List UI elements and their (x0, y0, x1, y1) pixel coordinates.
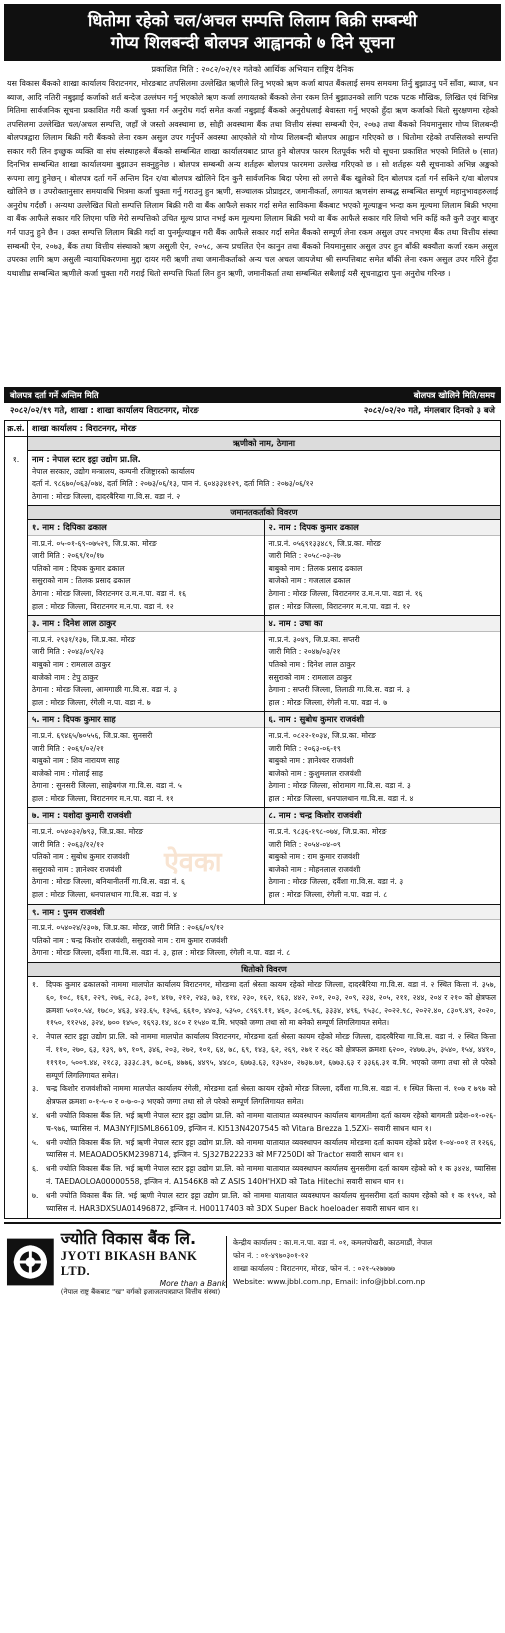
collateral-text: धनी ज्योति विकास बैंक लि. भई ऋणी नेपाल स्टार इट्टा उद्योग प्रा.लि. को नाममा यातायात व्यवस्थापन कार्यालय मोरङमा दर्ता कायम रहेको प्रदेश १-०४-००१ त १२६६, च्यासिस नं. MEAOADO5KM2398714, इन्जिन नं. SJ327B22233 को MF7250DI को Tractor सवारी साधन थान १। (46, 1137, 496, 1160)
guarantor-line: ना.प्र.नं. ३०४९, जि.प्र.का. सप्तरी (268, 634, 360, 644)
guarantor-line: जारी मिति : २०६३/१२/१२ (32, 839, 104, 849)
website-email: Website: www.jbbl.com.np, Email: info@jbbl.com.np (233, 1277, 426, 1287)
collateral-text: धनी ज्योति विकास बैंक लि. भई ऋणी नेपाल स्टार इट्टा उद्योग प्रा.लि. को नाममा यातायात व्यवस्थापन कार्यालय सुनसरीमा दर्ता कायम रहेको को १ क १९५१, को च्यासिस नं. HAR3DXSUA01496872, इन्जिन नं. H00117403 को 3DX Super Back hoeloader सवारी साधन थान १। (46, 1190, 496, 1213)
collateral-text: दिपक कुमार ढकालको नाममा मालपोत कार्यालय विराटनगर, मोरङमा दर्ता श्रेस्ता कायम रहेको मोरङ जिल्ला, दादरबैरिया गा.वि.स. वडा नं. २ स्थित कित्ता नं. ३५७, ६०, १०८, १६१, २२९, २७६, २८३, ३०१, ४१७, २१२, २४३, ७३, ११४, २३०, १६२, १६३, ४४२, २०१, २०३, २०९, २३४, २०५, २११, २४४, २०४ र २१० को क्षेत्रफल क्रमशः ५०१०.५४, १७८०, ४६३, ४२३.६५, १३५६, ६६१०, ४४०३, ५३५०, ८९६९.११, ४६०, ३८०६.९६, ३३३४, ४९६, ९५३८, २०२२.९८, २०२२.४०, ८३०९.४९, २०२०, ११५०, ११२५४, ३२४, ७०० १४५०, १६९३.१४, ४८० र १५४० व.मि. भएको जग्गा तथा सो मा बनेको सम्पूर्ण लिगलिगायत समेत। (46, 980, 496, 1028)
guarantor-name: ५. नाम : दिपक कुमार साह (28, 712, 264, 728)
collateral-number: ३. (32, 1084, 39, 1094)
guarantor-line: ठेगाना : मोरङ जिल्ला, दर्वैशा गा.वि.स. वडा नं. ३, हाल : मोरङ जिल्ला, रंगेली न.पा. वडा नं. ८ (32, 948, 291, 958)
guarantor-line: हाल : मोरङ जिल्ला, धनपालथान गा.वि.स. वडा नं. ४ (32, 890, 178, 900)
bank-tagline: More than a Bank (159, 1279, 226, 1289)
guarantor-line: ससुराको नाम : ज्ञानेश्वर राजवंशी (32, 864, 122, 874)
guarantor-card (28, 520, 264, 615)
guarantor-line: हाल : मोरङ जिल्ला, धनपालथान गा.वि.स. वडा नं. ४ (268, 793, 414, 803)
guarantor-line: ना.प्र.नं. ६९४६५/७०५५६, जि.प्र.का. सुनसरी (32, 730, 153, 740)
guarantor-line: ठेगाना : मोरङ जिल्ला, बनियानीतर्नी गा.वि.स. वडा नं. ६ (32, 877, 185, 887)
collateral-item (32, 1137, 496, 1163)
borrower-details (28, 451, 500, 506)
guarantor-row (28, 616, 500, 712)
guarantor-line: हाल : मोरङ जिल्ला, विराटनगर म.न.पा. वडा नं. १२ (32, 601, 174, 611)
guarantor-line: ठेगाना : मोरङ जिल्ला, विराटनगर उ.म.न.पा. वडा नं. १६ (268, 588, 423, 598)
borrower-line: ठेगाना : मोरङ जिल्ला, दादरबैरिया गा.वि.स. वडा नं. २ (32, 491, 181, 501)
sn-header: क्र.सं. (5, 421, 27, 437)
serial-column (5, 421, 28, 1218)
guarantor-line: जारी मिति : २०६९/१०/१७ (32, 551, 104, 561)
guarantor-line: ठेगाना : मोरङ जिल्ला, सोरामाग गा.वि.स. वडा नं. ३ (268, 781, 411, 791)
guarantor-line: ना.प्र.नं. ०५६९१३३४८९, जि.प्र.का. मोरङ (268, 538, 382, 548)
guarantor-card-wide (28, 905, 500, 963)
guarantor-line: ठेगाना : सप्तरी जिल्ला, तिलाठी गा.वि.स. वडा नं. ३ (268, 685, 411, 695)
guarantor-line: बाबुको नाम : तिलक प्रसाद ढकाल (268, 563, 363, 573)
guarantor-name: १. नाम : दिपिका ढकाल (28, 520, 264, 536)
notice-page (4, 4, 501, 1300)
guarantor-line: ना.प्र.नं. ०५-०१-६९-०७५२९, जि.प्र.का. मोरङ (32, 538, 157, 548)
head-office-address: केन्द्रीय कार्यालय : का.म.न.पा. वडा नं. ०१, कमलपोखरी, काठमाडौं, नेपाल (233, 1238, 433, 1248)
guarantor-line: जारी मिति : २०४७/०३/२१ (268, 647, 341, 657)
guarantor-line: ठेगाना : मोरङ जिल्ला, दर्वैशा गा.वि.स. वडा नं. ३ (268, 877, 404, 887)
guarantor-line: जारी मिति : २०५८-०३-२७ (268, 551, 341, 561)
guarantor-line: बाजेको नाम : गजलाल ढकाल (268, 576, 351, 586)
collateral-item (32, 1190, 496, 1216)
guarantor-line: हाल : मोरङ जिल्ला, रंगेली न.पा. वडा नं. ७ (268, 697, 388, 707)
guarantor-name: ९. नाम : पुनम राजवंशी (28, 905, 500, 921)
notice-body: यस विकास बैंकको शाखा कार्यालय विराटनगर, मोरङबाट तपसिलमा उल्लेखित ऋणीले लिनु भएको ऋण कर्जा बापत बैंकलाई समय समयमा तिर्नु बुझाउनु पर्ने साँवा, ब्याज, धन ब्याज, आदि नतिरी नबुझाई कर्जाको शर्त बन्देज उल्लंघन गर्नु भएकोले ऋण कर्जा लगायतको बैंकको लेना रकम तिर्न बुझाउनको लागि पटक पटक मौखिक, लिखित एवं विभिन्न मितिमा सार्वजनिक सूचना प्रकाशित गरी कर्जा चुक्ता गर्न अनुरोध गर्दा समेत कर्जा नबुझाई बैंकको अनुरोधलाई बेवास्ता गर्नु भएको हुँदा ऋण कर्जाको धितो सुरक्षणमा रहेको तपसिलमा उल्लेखित चल/अचल सम्पत्ति, जहाँ जे जस्तो अवस्थामा छ, सोही अवस्थामा बैंक तथा वित्तीय संस्था सम्बन्धी ऐन, २०७३ तथा बैंकको नियमानुसार गोप्य शिलबन्दी बोलपत्रद्वारा लिलाम बिक्री गरी बैंकको लेना रकम असुल उपर गर्नुपर्ने अवस्था आएकोले यो गोप्य शिलबन्दी बोलपत्र आह्वान गरिएको छ । धितोमा रहेको तपसिलको सम्पत्ति सकार गरी लिन इच्छुक व्यक्ति वा संघ संस्थाहरूले बैंकको सम्बन्धित शाखा कार्यालयबाट प्राप्त हुने बोलपत्र फारम रितपूर्वक भरी यो सूचना प्रकाशित भएको मितिले ७ (सात) दिनभित्र सम्बन्धित शाखा कार्यालयमा बुझाउन सक्नुहुनेछ । बोलपत्र सम्बन्धी अन्य शर्तहरू बोलपत्र फारममा उल्लेख गरिएको छ । सो शर्तहरू यसै सूचनाको अभिन्न अङ्कको रूपमा लागु हुनेछन् । बोलपत्र दर्ता गर्ने अन्तिम दिन र/वा बोलपत्र खोलिने दिन कुनै सार्वजनिक बिदा परेमा सो लगत्ते बैंक खुलेको दिन बोलपत्र दर्ता गर्न सकिने र/वा बोलपत्र खोलिने छ । उपरोक्तानुसार समयावधि भित्रमा कर्जा चुक्ता गर्नु गराउनु हुन ऋणी, सञ्चालक प्रोप्राइटर, जमानीकर्ता, लगायत ऋणसंग सम्बद्ध सम्बन्धित सम्पूर्ण महानुभावहरुलाई अनुरोध गर्दछौं । अन्यथा उल्लेखित धितो सम्पत्ति लिलाम बिक्री गरी वा बैंक आफैले सकार गर्दा समेत साविकमा बैंकबाट भएको मूल्याङ्कन भन्दा कम मूल्यमा लिलाम बिक्री भएमा वा बैंक आफैले सकार गरि लिएमा पछि मेरो सम्पत्तिको उचित मूल्य प्राप्त नभई कम मूल्यमा लिलाम बिक्री भयो वा बैंक आफैले सकार गरि लियो भनि कहिं कतै कुनै उजुर बाजुर गर्न पाउनु हुने छैन । उक्त सम्पत्ति लिलाम बिक्री गर्दा वा पुनर्मूल्याङ्कन गरी बैंक आफैले सकार गर्दा समेत बैंकको सम्पूर्ण लेना रकम असुल उपर नभएमा बैंक तथा वित्तीय संस्था सम्बन्धी ऐन, २०७३, बैंक तथा वित्तीय संस्थाको ऋण असुली ऐन, २०५८, अन्य प्रचलित ऐन कानुन तथा बैंकको नियमानुसार असुल उपर हुन बाँकी बक्यौता कर्जा रकम असुल उपरका लागि ऋण असुली न्यायाधिकरणमा मुद्दा दायर गरी ऋणी तथा जमानीकर्ताको अन्य चल अचल जायजेथा श्री सम्पत्तिबाट समेत बाँकी लेना रकम असुल उपर गरिने हुँदा यथाशीघ्र सम्बन्धित ऋणीले कर्जा चुक्ता गरी गराई धितो सम्पत्ति फिर्ता लिन हुन ऋणी, जमानीकर्ता तथा सम्बन्धित सबैलाई यसै सूचनाद्वारा पुनः अनुरोध गरिन्छ । (7, 79, 498, 278)
notice-title (4, 4, 501, 61)
borrower-line: दर्ता नं. ९८६७०/०६३/०७४, दर्ता मिति : २०७३/०६/१३, पान नं. ६०४३३४१२९, दर्ता मिति : २०७३/०६/१२ (32, 479, 314, 488)
deadline-label-left: बोलपत्र दर्ता गर्ने अन्तिम मिति (10, 390, 99, 400)
collateral-item (32, 979, 496, 1030)
guarantor-line: पतिको नाम : सुबोध कुमार राजवंशी (32, 852, 130, 862)
branch-name: शाखा कार्यालय : विराटनगर, मोरङ (28, 421, 500, 437)
collateral-text: धनी ज्योति विकास बैंक लि. भई ऋणी नेपाल स्टार इट्टा उद्योग प्रा.लि. को नाममा यातायात व्यवस्थापन कार्यालय सुनसरीमा दर्ता कायम रहेको को १ क ३४२४, च्यासिस नं. TAEDAOLOA00000558, इन्जिन नं. A1546K8 को Z ASIS 140H'HXD को Tata Hitechi सवारी साधन थान १। (46, 1164, 496, 1186)
bank-name-nepali: ज्योति विकास बैंक लि. (60, 1229, 197, 1249)
guarantor-line: बाजेको नाम : टेपु ठाकुर (32, 672, 99, 682)
guarantor-line: पतिको नाम : दिपक कुमार ढकाल (32, 563, 125, 573)
title-line-1: धितोमा रहेको चल/अचल सम्पत्ति लिलाम बिक्री सम्बन्धी (88, 11, 417, 30)
guarantor-card (264, 616, 501, 711)
guarantor-line: बाजेको नाम : गोलाई साह (32, 768, 103, 778)
submission-deadline: २०८२/०२/१९ गते, शाखा : शाखा कार्यालय विराटनगर, मोरङ (10, 406, 199, 416)
collateral-item (32, 1031, 496, 1082)
guarantor-line: पतिको नाम : चन्द्र किशोर राजवंशी, ससुराको नाम : राम कुमार राजवंशी (32, 935, 228, 945)
guarantor-line: ना.प्र.नं. ०८२२-१०३४, जि.प्र.का. मोरङ (268, 730, 376, 740)
bank-logo-icon (6, 1237, 55, 1287)
details-table (4, 421, 501, 1219)
borrower-line: नेपाल सरकार, उद्योग मन्त्रालय, कम्पनी रजिष्ट्रारको कार्यालय (32, 466, 195, 476)
guarantor-row (28, 520, 500, 616)
guarantor-card (28, 808, 264, 903)
bank-name-block (61, 1227, 226, 1297)
guarantor-line: ससुराको नाम : तिलक प्रसाद ढकाल (32, 576, 131, 586)
serial-number: १. (12, 455, 20, 464)
branch-office: शाखा कार्यालय : विराटनगर, मोरङ, फोन नं. : ०२१-५२७७७७ (233, 1264, 395, 1274)
guarantor-line: जारी मिति : २०४३/०९/२३ (32, 647, 104, 657)
guarantor-line: ठेगाना : सुनसरी जिल्ला, साहेबगंज गा.वि.स. वडा नं. ५ (32, 781, 182, 791)
guarantor-row (28, 712, 500, 808)
borrower-name: नाम : नेपाल स्टार इट्टा उद्योग प्रा.लि. (32, 454, 141, 464)
contact-info (226, 1236, 501, 1288)
guarantor-name: ८. नाम : चन्द्र किशोर राजवंशी (265, 808, 501, 824)
published-date: प्रकाशित मिति : २०८२/०२/१२ गतेको आर्थिक अभियान राष्ट्रिय दैनिक (151, 64, 354, 74)
guarantor-line: ना.प्र.नं. ०५४०३२/७९३, जि.प्र.का. मोरङ (32, 827, 144, 837)
guarantor-line: जारी मिति : २०६३-०६-१९ (268, 743, 341, 753)
guarantor-line: ठेगाना : मोरङ जिल्ला, विराटनगर उ.म.न.पा. वडा नं. १६ (32, 588, 187, 598)
collateral-number: ७. (32, 1190, 39, 1200)
guarantor-card (28, 712, 264, 807)
guarantor-line: बाजेको नाम : कुशुमलाल राजवंशी (268, 768, 362, 778)
collateral-item (32, 1163, 496, 1189)
collateral-number: १. (32, 980, 39, 989)
guarantor-line: जारी मिति : २०६९/०२/२१ (32, 743, 104, 753)
collateral-number: ६. (32, 1164, 39, 1174)
guarantor-line: बाजेको नाम : मोहनलाल राजवंशी (268, 864, 361, 874)
guarantor-line: बाबुको नाम : शिव नारायण साह (32, 756, 120, 766)
guarantor-line: बाबुको नाम : ज्ञानेश्वर राजवंशी (268, 756, 354, 766)
guarantor-name: २. नाम : दिपक कुमार ढकाल (265, 520, 501, 536)
deadline-values (4, 403, 501, 421)
collateral-number: ४. (32, 1110, 39, 1120)
guarantor-name: ३. नाम : दिनेश लाल ठाकुर (28, 616, 264, 632)
guarantor-card (264, 712, 501, 807)
guarantor-card (264, 520, 501, 615)
guarantor-line: ना.प्र.नं. ९८३६-१९८-०७४, जि.प्र.का. मोरङ (268, 827, 387, 837)
guarantor-card (28, 616, 264, 711)
collateral-text: चन्द्र किशोर राजवंशीको नाममा मालपोत कार्यालय रंगेली, मोरङमा दर्ता श्रेस्ता कायम रहेको मोरङ जिल्ला, दर्वैशा गा.वि.स. वडा नं. १ स्थित कित्ता नं. १०७ र ७९७ को क्षेत्रफल क्रमशः ०-१-५-० र ०-७-०-३ भएको जग्गा तथा सो ले परेको सम्पूर्ण लिगलिगायत समेत। (46, 1084, 496, 1107)
watermark: ऐवका (164, 847, 222, 877)
guarantor-line: जारी मिति : २०५४-०४-०९ (268, 839, 341, 849)
guarantor-line: ना.प्र.नं. ०५४०२४/२३०७, जि.प्र.का. मोरङ, जारी मिति : २०६६/०९/१२ (32, 923, 224, 933)
borrower-section-header: ऋणीको नाम, ठेगाना (28, 437, 500, 451)
guarantor-line: हाल : मोरङ जिल्ला, रंगेली न.पा. वडा नं. ७ (32, 697, 151, 707)
collateral-text: धनी ज्योति विकास बैंक लि. भई ऋणी नेपाल स्टार इट्टा उद्योग प्रा.लि. को नाममा यातायात व्यवस्थापन कार्यालय बागमतीमा दर्ता कायम रहेको बागमती प्रदेश-०१-०२६-च-९७६, च्यासिस नं. MA3NYFJISML866109, इन्जिन नं. KI513N4207545 को Vitara Brezza 1.5ZXi- सवारी साधन थान १। (46, 1110, 496, 1133)
guarantor-line: ना.प्र.नं. २९३१/१३७, जि.प्र.का. मोरङ (32, 634, 136, 644)
bank-name-english: JYOTI BIKASH BANK LTD. (60, 1249, 198, 1279)
collateral-number: ५. (32, 1137, 39, 1147)
guarantor-row (28, 808, 500, 904)
details-main (28, 421, 500, 1218)
guarantor-line: ठेगाना : मोरङ जिल्ला, आमगाछी गा.वि.स. वडा नं. ३ (32, 685, 178, 695)
collateral-item (32, 1110, 496, 1136)
bank-license-note: (नेपाल राष्ट्र बैंकबाट "ख" वर्गको इजाजतपत्रप्राप्त वित्तीय संस्था) (60, 1288, 221, 1297)
guarantor-line: बाबुको नाम : रामलाल ठाकुर (32, 659, 111, 669)
guarantor-line: हाल : मोरङ जिल्ला, रंगेली न.पा. वडा नं. ८ (268, 890, 388, 900)
guarantor-card (264, 808, 501, 903)
guarantor-line: बाबुको नाम : राम कुमार राजवंशी (268, 852, 360, 862)
footer (4, 1222, 501, 1300)
bank-branding (4, 1227, 226, 1297)
deadline-header (4, 387, 501, 403)
guarantor-section-header: जमानतकर्ताको विवरण (28, 506, 500, 520)
deadline-label-right: बोलपत्र खोलिने मिति/समय (413, 390, 495, 400)
guarantor-line: ससुराको नाम : रामलाल ठाकुर (268, 672, 352, 682)
opening-date: २०८२/०२/२० गते, मंगलबार दिनको ३ बजे (363, 406, 495, 416)
collateral-text: नेपाल स्टार इट्टा उद्योग प्रा.लि. को नाममा मालपोत कार्यालय विराटनगर, मोरङमा दर्ता श्रेस्ता कायम रहेको मोरङ जिल्ला, दादरबैरिया गा.वि.स. वडा नं. २ स्थित कित्ता नं. ११०, २७०, ६३, १३९, ७९, १०९, ३४६, २०३, २७२, १०१, ६४, ७८, ६९, १४३, ६२, २६९, २७१ र २६८ को क्षेत्रफल क्रमशः ६२००, २४७७.३५, ३५४०, १५४, ४४१०, ११९१०, ५००९.४४, २१८३, ३३३८.३९, ७८०६, ४७७६, ४४९५, ४४८०, ६७७३.६३, १३५४०, २७३७.७१, ६७७३.६३ र ३३६६.३१ व.मि. भएको जग्गा तथा सो ले परेको सम्पूर्ण लिगलिगायत समेत। (46, 1032, 496, 1080)
collateral-list (28, 977, 500, 1218)
guarantor-line: पतिको नाम : दिनेश लाल ठाकुर (268, 659, 356, 669)
guarantor-name: ७. नाम : यशोदा कुमारी राजवंशी (28, 808, 264, 824)
head-office-phone: फोन नं. : ०१-४९७०३०१-१२ (233, 1251, 309, 1261)
guarantor-name: ६. नाम : सुबोध कुमार राजवंशी (265, 712, 501, 728)
guarantor-name: ४. नाम : उषा का (265, 616, 501, 632)
guarantor-line: हाल : मोरङ जिल्ला, विराटनगर म.न.पा. वडा नं. १२ (268, 601, 411, 611)
title-line-2: गोप्य शिलबन्दी बोलपत्र आह्वानको ७ दिने सूचना (110, 33, 395, 52)
collateral-section-header: धितोको विवरण (28, 963, 500, 977)
collateral-number: २. (32, 1032, 39, 1042)
collateral-item (32, 1083, 496, 1109)
guarantor-line: हाल : मोरङ जिल्ला, विराटनगर म.न.पा. वडा नं. ११ (32, 793, 174, 803)
